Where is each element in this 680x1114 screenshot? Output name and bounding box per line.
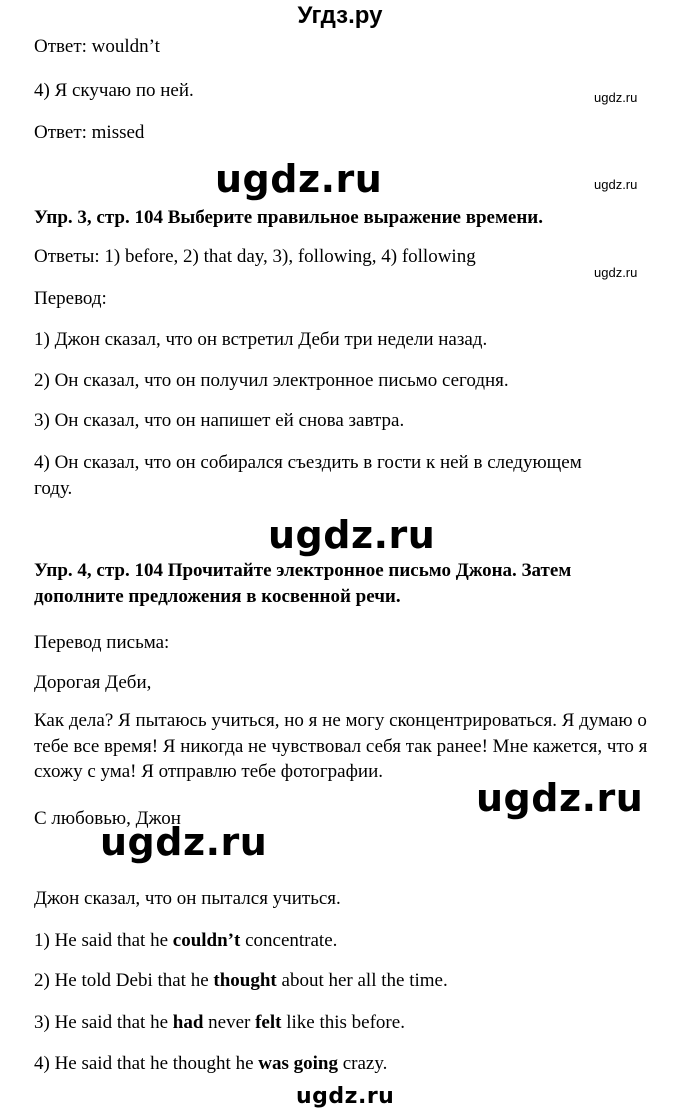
- watermark-small-1: ugdz.ru: [594, 90, 638, 105]
- watermark-small-3: ugdz.ru: [594, 265, 638, 280]
- sentence-2-answer: thought: [213, 970, 277, 991]
- sentence-1-answer: couldn’t: [172, 930, 241, 951]
- watermark-large-3: ugdz.ru: [476, 776, 644, 820]
- sentence-1-pre: 1) He said that he: [34, 930, 173, 951]
- sentence-3-pre: 3) He said that he: [34, 1012, 173, 1033]
- item-4-miss: 4) Я скучаю по ней.: [34, 80, 194, 101]
- sentence-4-answer: was going: [258, 1053, 338, 1074]
- letter-translation-label: Перевод письма:: [34, 632, 170, 653]
- watermark-footer: ugdz.ru: [296, 1084, 395, 1109]
- exercise-3-translation-1: 1) Джон сказал, что он встретил Деби три недели назад.: [34, 329, 488, 350]
- letter-greeting: Дорогая Деби,: [34, 672, 152, 693]
- site-header-title: Угдз.ру: [297, 2, 383, 29]
- sentence-2-pre: 2) He told Debi that he: [34, 970, 214, 991]
- sentence-4-pre: 4) He said that he thought he: [34, 1053, 259, 1074]
- watermark-large-2: ugdz.ru: [268, 513, 436, 557]
- exercise-3-title: Упр. 3, стр. 104 Выберите правильное выражение времени.: [34, 207, 543, 228]
- translation-label: Перевод:: [34, 288, 107, 309]
- exercise-3-translation-3: 3) Он сказал, что он напишет ей снова завтра.: [34, 410, 405, 431]
- sentence-4-post: crazy.: [337, 1053, 388, 1074]
- letter-signoff: С любовью, Джон: [34, 808, 181, 829]
- sentence-4: [34, 1051, 387, 1077]
- sentence-3-post: like this before.: [281, 1012, 405, 1033]
- exercise-3-answers: Ответы: 1) before, 2) that day, 3), following, 4) following: [34, 246, 476, 267]
- answer-wouldnt: Ответ: wouldn’t: [34, 36, 160, 57]
- john-said-sentence: Джон сказал, что он пытался учиться.: [34, 888, 341, 909]
- watermark-small-2: ugdz.ru: [594, 177, 638, 192]
- sentence-3-answer-1: had: [172, 1012, 204, 1033]
- sentence-1: [34, 928, 337, 954]
- sentence-2-post: about her all the time.: [276, 970, 448, 991]
- sentence-1-post: concentrate.: [240, 930, 338, 951]
- sentence-2: [34, 968, 448, 994]
- exercise-3-translation-2: 2) Он сказал, что он получил электронное письмо сегодня.: [34, 370, 509, 391]
- exercise-4-title: Упр. 4, стр. 104 Прочитайте электронное письмо Джона. Затем дополните предложения в косвенной речи.: [34, 560, 572, 607]
- watermark-large-4: ugdz.ru: [100, 820, 268, 864]
- sentence-3-answer-2: felt: [255, 1012, 282, 1033]
- sentence-3: [34, 1010, 405, 1036]
- letter-body: Как дела? Я пытаюсь учиться, но я не могу сконцентрироваться. Я думаю о тебе все время! Я никогда не чувствовал себя так ранее! Мне кажется, что я схожу с ума! Я отправлю тебе фотографии.: [34, 710, 648, 783]
- exercise-3-translation-4: 4) Он сказал, что он собирался съездить в гости к ней в следующем году.: [34, 452, 582, 499]
- watermark-large-1: ugdz.ru: [215, 157, 383, 201]
- sentence-3-mid: never: [203, 1012, 256, 1033]
- answer-missed: Ответ: missed: [34, 122, 145, 143]
